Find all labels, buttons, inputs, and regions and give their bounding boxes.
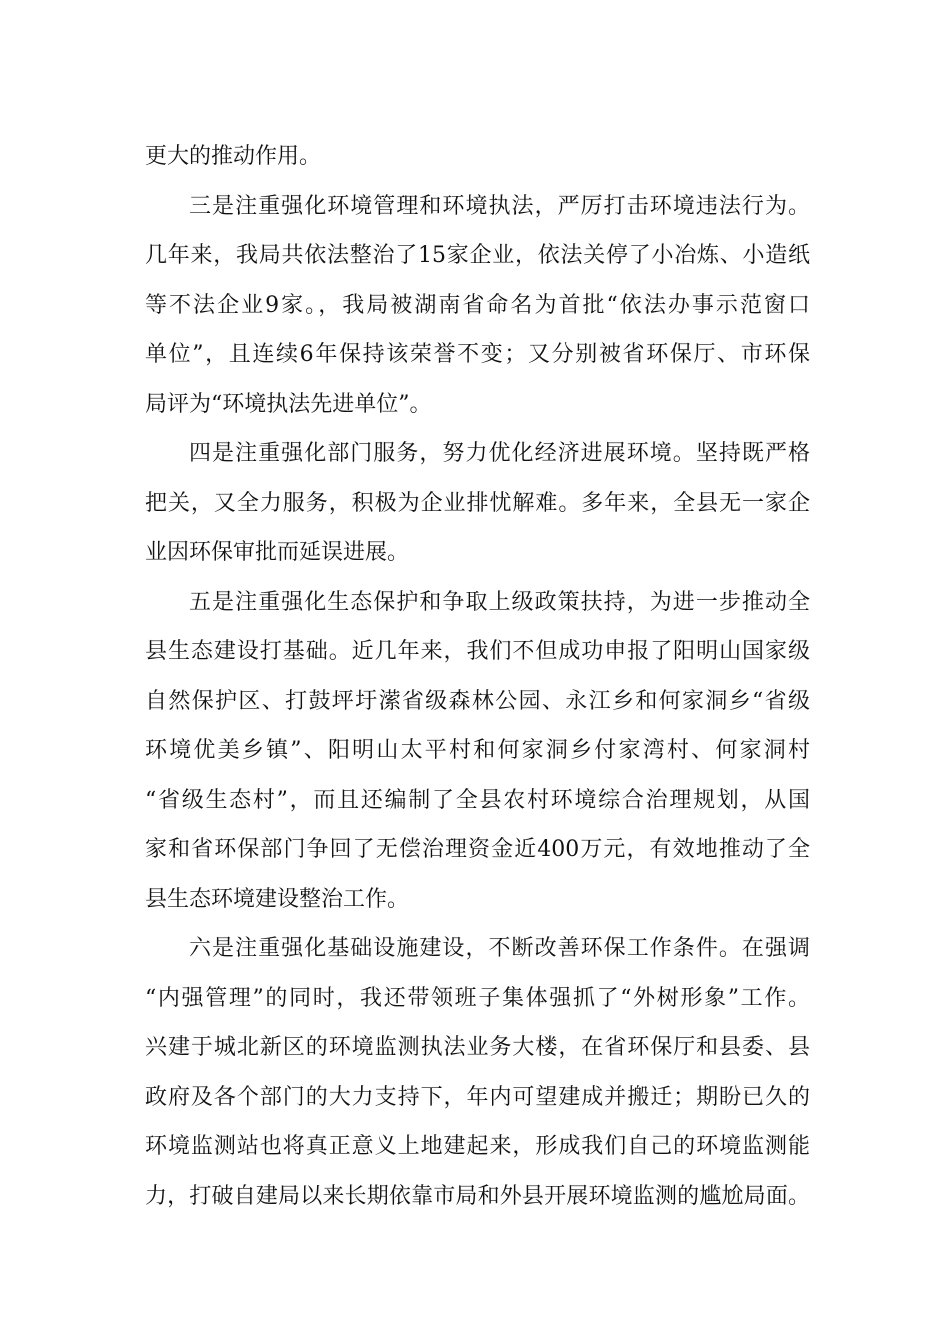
document-body: [145, 132, 810, 1221]
paragraph-first-line: 四是注重强化部门服务，努力优化经济进展环境。坚持既严格: [189, 441, 810, 466]
text-line: 县生态环境建设整治工作。: [145, 886, 410, 912]
text-line: 几年来，我局共依法整治了15家企业，依法关停了小冶炼、小造纸: [145, 243, 810, 268]
text-line: 环境监测站也将真正意义上地建起来，形成我们自己的环境监测能: [145, 1134, 810, 1159]
text-line: 家和省环保部门争回了无偿治理资金近400万元，有效地推动了全: [145, 837, 810, 862]
text-line: 环境优美乡镇”、阳明山太平村和何家洞乡付家湾村、何家洞村: [145, 738, 810, 763]
text-line: “内强管理”的同时，我还带领班子集体强抓了“外树形象”工作。: [145, 985, 810, 1011]
text-line: 力，打破自建局以来长期依靠市局和外县开展环境监测的尴尬局面。: [145, 1183, 810, 1209]
text-line: 等不法企业9家。，我局被湖南省命名为首批“依法办事示范窗口: [145, 292, 810, 318]
text-line: 县生态建设打基础。近几年来，我们不但成功申报了阳明山国家级: [145, 639, 810, 664]
text-line: 单位”，且连续6年保持该荣誉不变；又分别被省环保厅、市环保: [145, 342, 810, 367]
text-line: 把关，又全力服务，积极为企业排忧解难。多年来，全县无一家企: [145, 490, 810, 516]
text-line: 业因环保审批而延误进展。: [145, 540, 410, 565]
text-line: 自然保护区、打鼓坪圩潆省级森林公园、永江乡和何家洞乡“省级: [145, 688, 810, 714]
text-line: “省级生态村”，而且还编制了全县农村环境综合治理规划，从国: [145, 787, 810, 813]
paragraph-first-line: 六是注重强化基础设施建设，不断改善环保工作条件。在强调: [189, 936, 810, 961]
text-line: 兴建于城北新区的环境监测执法业务大楼，在省环保厅和县委、县: [145, 1035, 810, 1060]
text-line: 更大的推动作用。: [145, 144, 322, 169]
paragraph-first-line: 三是注重强化环境管理和环境执法，严厉打击环境违法行为。: [189, 193, 810, 219]
text-line: 局评为“环境执法先进单位”。: [145, 391, 432, 417]
paragraph-first-line: 五是注重强化生态保护和争取上级政策扶持，为进一步推动全: [189, 589, 810, 615]
text-line: 政府及各个部门的大力支持下，年内可望建成并搬迁；期盼已久的: [145, 1084, 810, 1110]
